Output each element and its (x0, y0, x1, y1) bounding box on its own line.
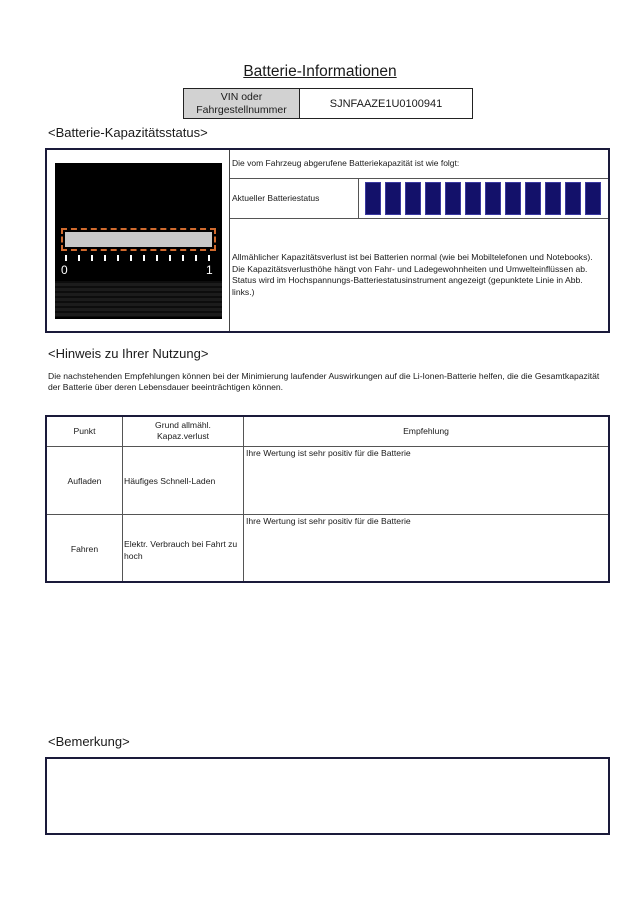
usage-note: Die nachstehenden Empfehlungen können bei der Minimierung laufender Auswirkungen auf die Li-Ionen-Batterie helfen, die die Gesamtkapazität der Batterie über deren Lebensdauer beeinträchtigen können. (48, 371, 600, 392)
gauge-ticks (65, 255, 212, 261)
status-segment (405, 182, 421, 215)
gauge-tick (78, 255, 80, 261)
gauge-tick (91, 255, 93, 261)
header-punkt: Punkt (73, 426, 96, 436)
vin-box (183, 88, 473, 119)
status-segment (485, 182, 501, 215)
header-empfehlung: Empfehlung (403, 426, 449, 436)
gauge-tick (182, 255, 184, 261)
battery-gauge-image (55, 163, 222, 319)
remark-box (45, 757, 610, 835)
gauge-max-label: 1 (206, 263, 213, 277)
gauge-cell (47, 150, 230, 331)
gauge-tick (208, 255, 210, 261)
gauge-background-lines (55, 281, 222, 317)
status-segment (465, 182, 481, 215)
page-title: Batterie-Informationen (243, 63, 397, 80)
status-segment (425, 182, 441, 215)
recommendation-table (45, 415, 610, 583)
gauge-tick (65, 255, 67, 261)
current-status-label: Aktueller Batteriestatus (230, 179, 359, 218)
capacity-explanation: Allmählicher Kapazitätsverlust ist bei Batterien normal (wie bei Mobiltelefonen und Notebooks). Die Kapazitätsverlusthöhe hängt von Fahr- und Ladegewohnheiten und Umwelteinflüssen ab. Status wird im Hochspannungs-Batteriestatusinstrument angezeigt (gepunktete Linie in Abb. links.) (232, 252, 593, 297)
gauge-min-label: 0 (61, 263, 68, 277)
row-empfehlung: Ihre Wertung ist sehr positiv für die Batterie (246, 516, 411, 526)
status-segment (385, 182, 401, 215)
gauge-capacity-bar (61, 228, 216, 251)
gauge-tick (143, 255, 145, 261)
status-segment (365, 182, 381, 215)
row-empfehlung: Ihre Wertung ist sehr positiv für die Batterie (246, 448, 411, 458)
vin-label: VIN oder Fahrgestellnummer (184, 89, 300, 118)
gauge-tick (195, 255, 197, 261)
capacity-section-heading: <Batterie-Kapazitätsstatus> (48, 125, 208, 140)
gauge-tick (104, 255, 106, 261)
row-punkt: Aufladen (67, 476, 102, 486)
gauge-tick (130, 255, 132, 261)
current-status-row (230, 179, 608, 219)
status-segment (525, 182, 541, 215)
status-segment (585, 182, 601, 215)
status-segment (445, 182, 461, 215)
usage-section-heading: <Hinweis zu Ihrer Nutzung> (48, 346, 209, 361)
gauge-tick (169, 255, 171, 261)
gauge-tick (156, 255, 158, 261)
capacity-intro: Die vom Fahrzeug abgerufene Batteriekapazität ist wie folgt: (230, 150, 608, 179)
remark-section-heading: <Bemerkung> (48, 734, 130, 749)
vin-value: SJNFAAZE1U0100941 (329, 97, 443, 110)
row-grund: Häufiges Schnell-Laden (124, 476, 216, 486)
row-punkt: Fahren (70, 544, 99, 554)
status-segment (565, 182, 581, 215)
status-segment (545, 182, 561, 215)
status-segments (365, 182, 605, 215)
gauge-tick (117, 255, 119, 261)
status-segment (505, 182, 521, 215)
header-grund: Grund allmähl. Kapaz.verlust (155, 420, 211, 441)
row-grund: Elektr. Verbrauch bei Fahrt zu hoch (124, 539, 238, 561)
gauge-capacity-fill (65, 232, 212, 247)
capacity-status-table (45, 148, 610, 333)
